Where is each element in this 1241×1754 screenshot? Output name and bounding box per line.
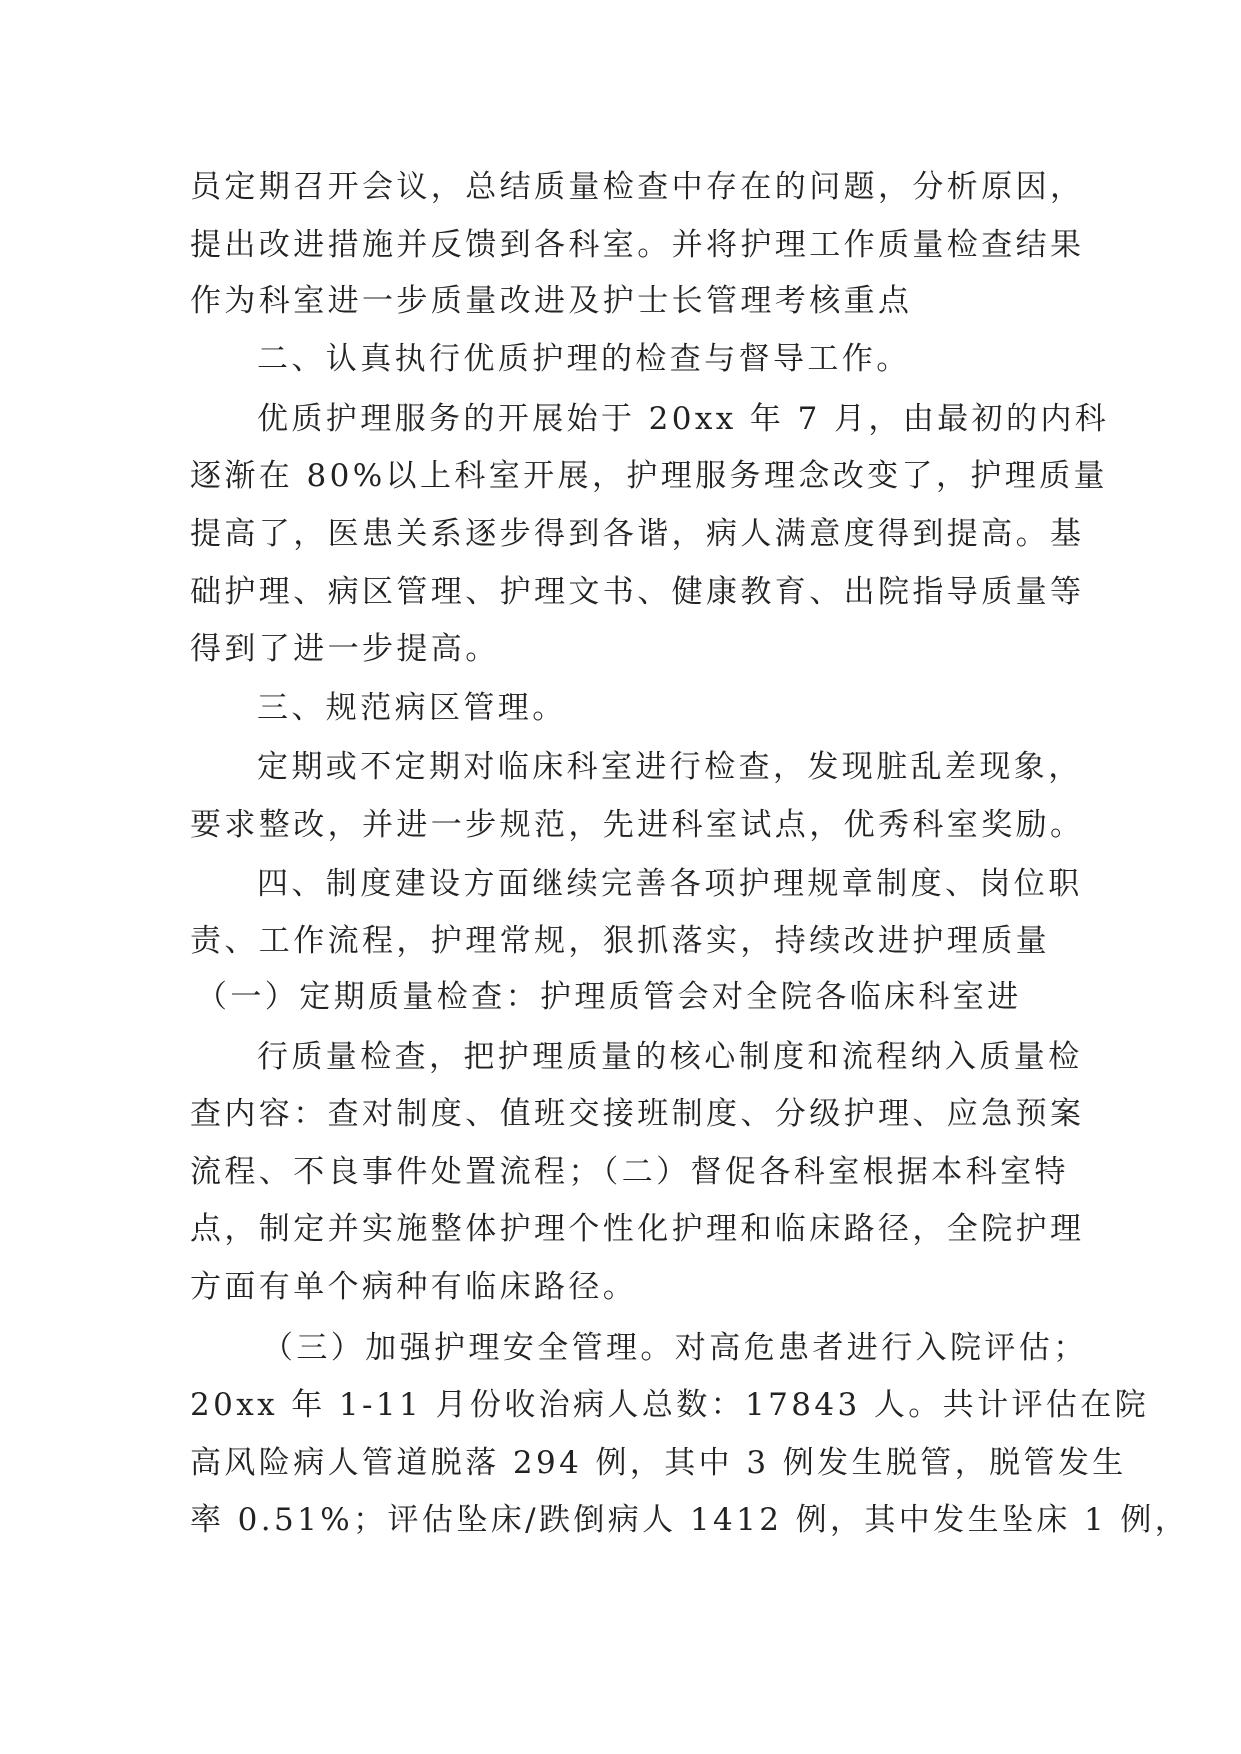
text-line: 行质量检查，把护理质量的核心制度和流程纳入质量检 [257, 1039, 1083, 1075]
text-line: 逐渐在 80%以上科室开展，护理服务理念改变了，护理质量 [190, 458, 1108, 494]
text-line: 20xx 年 1-11 月份收治病人总数：17843 人。共计评估在院 [190, 1387, 1150, 1423]
text-line: 得到了进一步提高。 [190, 631, 500, 667]
text-line: 率 0.51%；评估坠床/跌倒病人 1412 例，其中发生坠床 1 例， [190, 1502, 1190, 1538]
text-line: 优质护理服务的开展始于 20xx 年 7 月，由最初的内科 [257, 401, 1110, 437]
text-line: （三）加强护理安全管理。对高危患者进行入院评估； [262, 1330, 1088, 1366]
text-line: 高风险病人管道脱落 294 例，其中 3 例发生脱管，脱管发生 [190, 1445, 1127, 1481]
text-line: 提高了，医患关系逐步得到各谐，病人满意度得到提高。基 [190, 516, 1085, 552]
text-line: 作为科室进一步质量改进及护士长管理考核重点 [190, 283, 913, 319]
text-line: 础护理、病区管理、护理文书、健康教育、出院指导质量等 [190, 574, 1085, 610]
text-line: 要求整改，并进一步规范，先进科室试点，优秀科室奖励。 [190, 807, 1085, 843]
text-line: 方面有单个病种有临床路径。 [190, 1269, 638, 1305]
section-heading: 二、认真执行优质护理的检查与督导工作。 [257, 341, 911, 377]
section-heading: 四、制度建设方面继续完善各项护理规章制度、岗位职 [257, 866, 1083, 902]
text-line: 定期或不定期对临床科室进行检查，发现脏乱差现象， [257, 749, 1083, 785]
text-line: 责、工作流程，护理常规，狠抓落实，持续改进护理质量 [190, 923, 1050, 959]
text-line: 提出改进措施并反馈到各科室。并将护理工作质量检查结果 [190, 227, 1085, 263]
text-line: （一）定期质量检查：护理质管会对全院各临床科室进 [196, 979, 1022, 1015]
text-line: 查内容：查对制度、值班交接班制度、分级护理、应急预案 [190, 1096, 1085, 1132]
text-line: 员定期召开会议，总结质量检查中存在的问题，分析原因， [190, 169, 1085, 205]
text-line: 流程、不良事件处置流程；（二）督促各科室根据本科室特 [190, 1154, 1069, 1190]
section-heading: 三、规范病区管理。 [257, 690, 567, 726]
text-line: 点，制定并实施整体护理个性化护理和临床路径，全院护理 [190, 1211, 1085, 1247]
